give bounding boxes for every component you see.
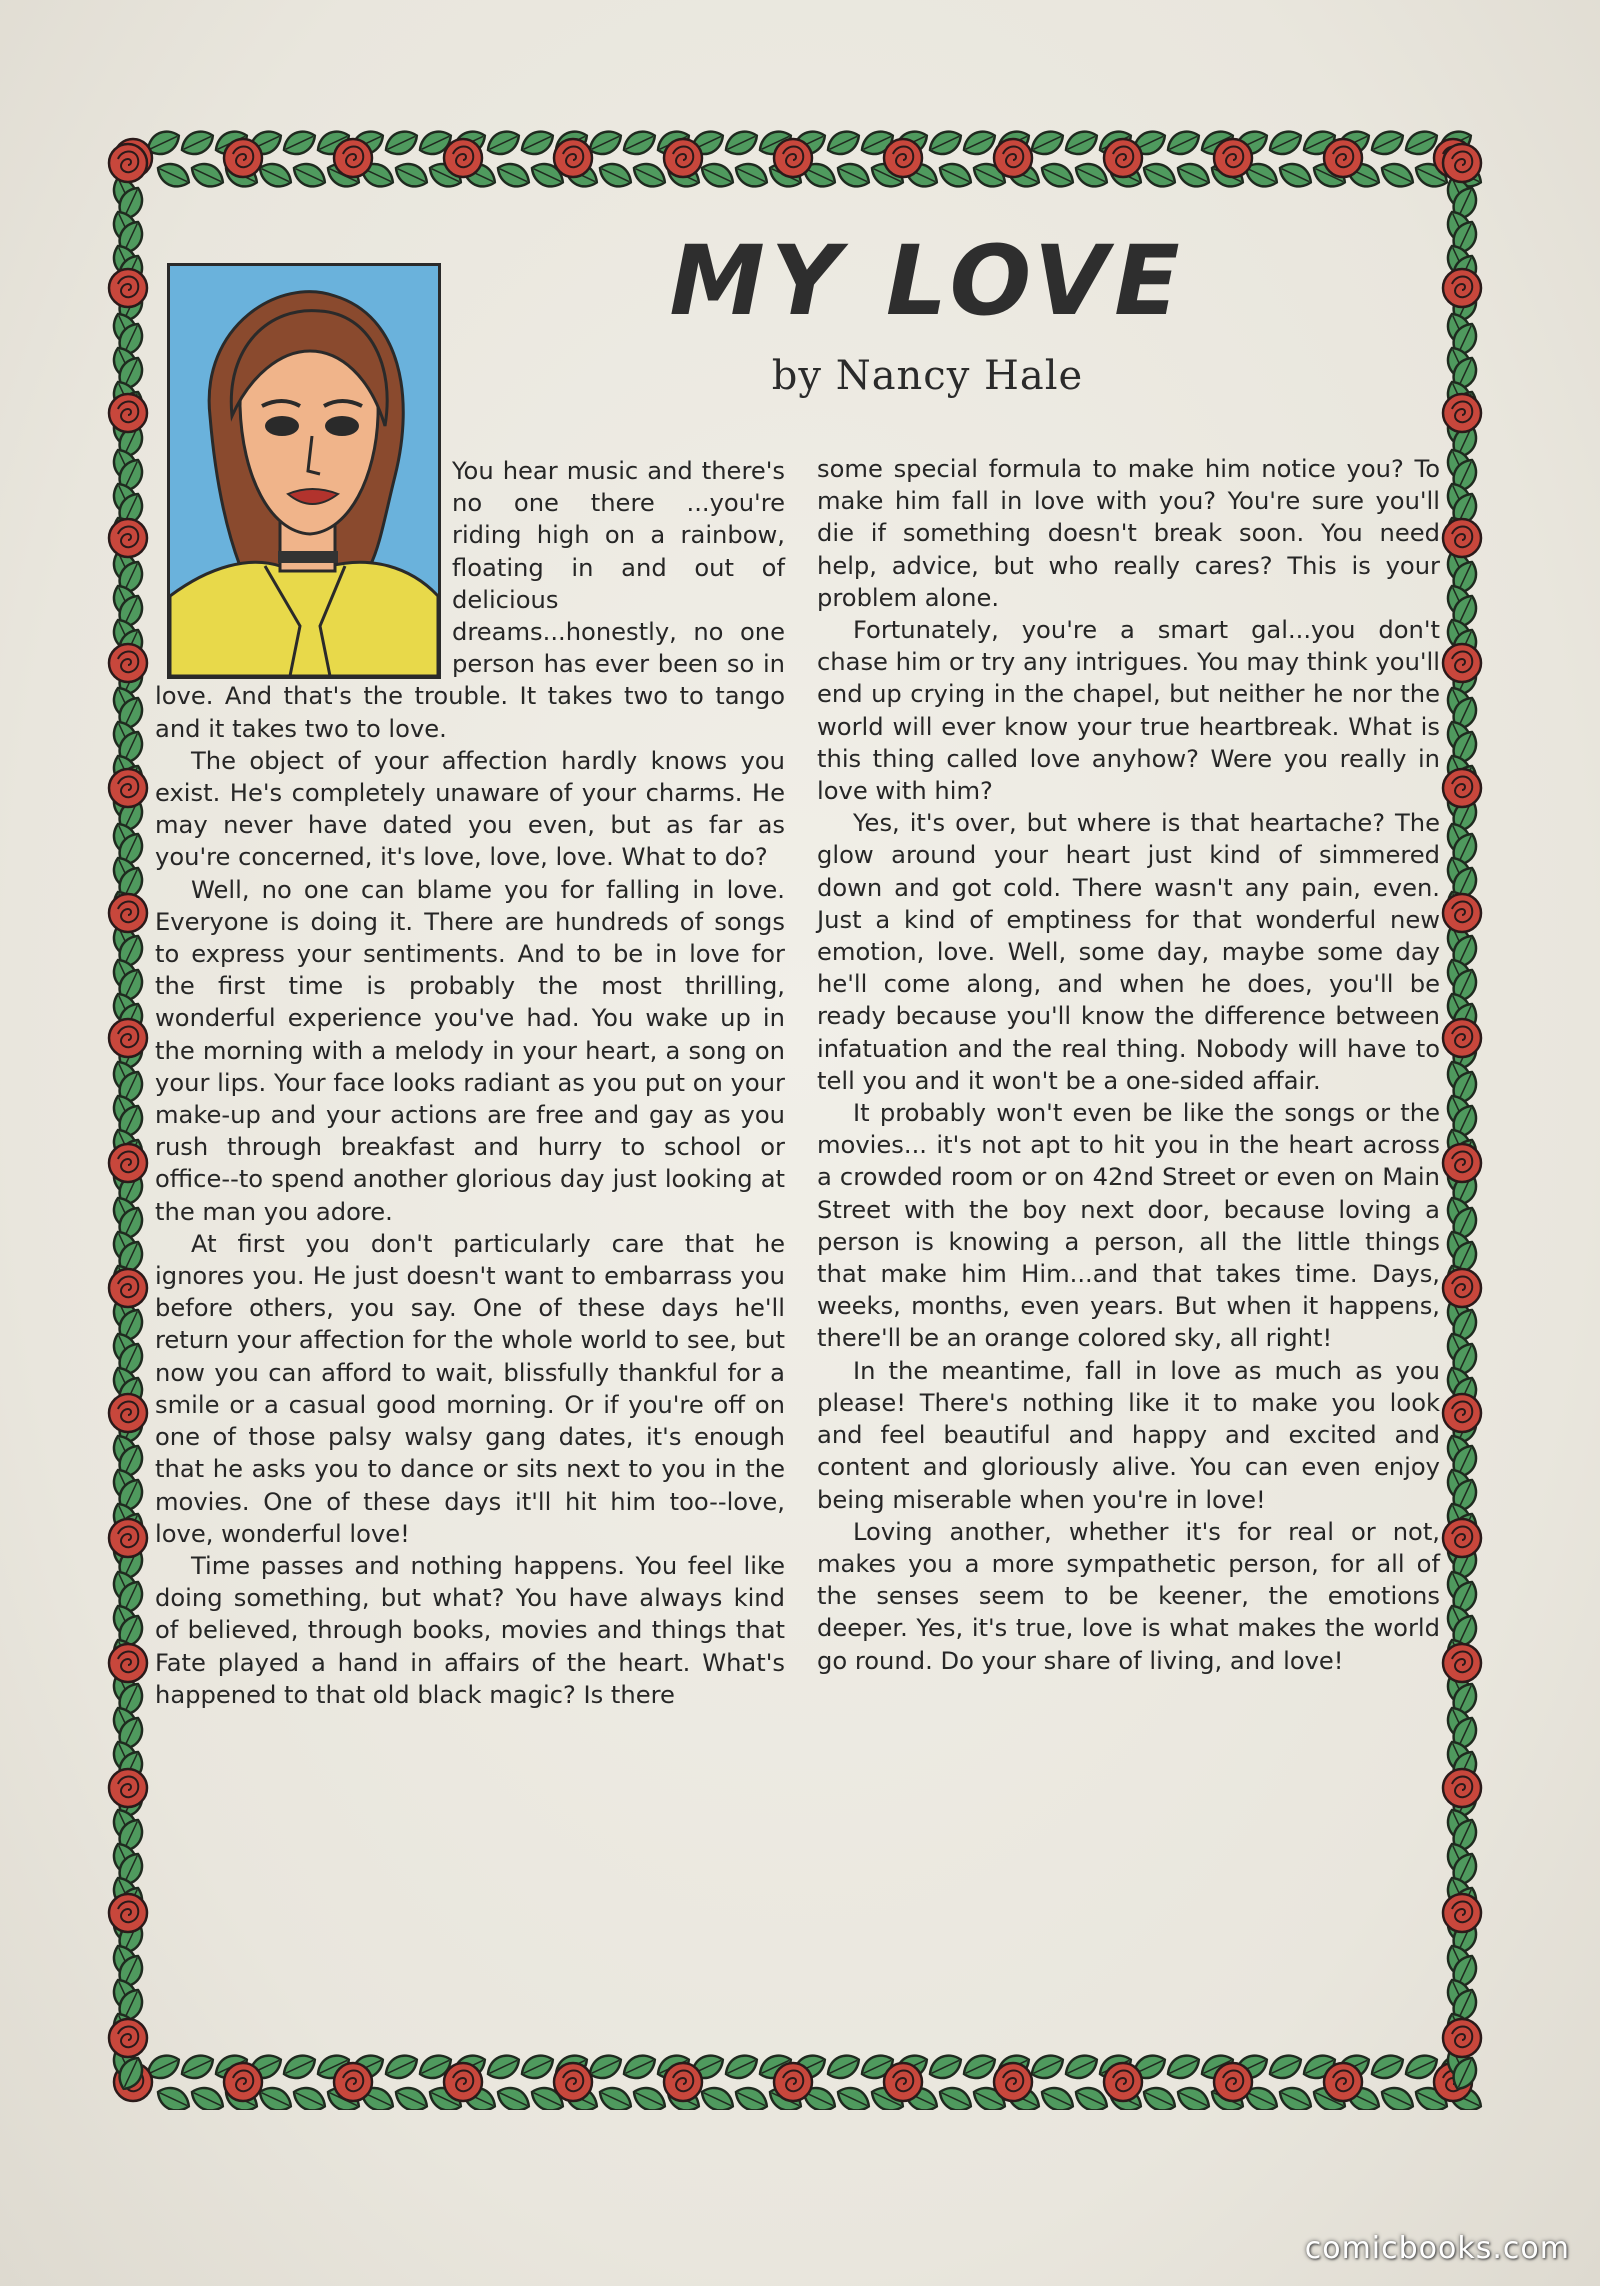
leaf-icon xyxy=(1266,2050,1306,2083)
rose-icon xyxy=(109,1269,147,1307)
leaf-icon xyxy=(1140,158,1180,191)
leaf-icon xyxy=(1140,2082,1180,2110)
leaf-icon xyxy=(824,2050,864,2083)
paragraph: Time passes and nothing happens. You feel like doing something, but what? You have always kind of believed, through books, movies and things that Fate played a hand in affairs of the heart. What's happened to that old black magic? Is there xyxy=(155,1551,785,1709)
paragraph: At first you don't particularly care that he ignores you. He just doesn't want to embarrass you before others, you say. One of these days he'll return your affection for the whole world to see, but now you can afford to wait, blissfully thankful for a smile or a casual good morning. Or if you're off on one of those palsy walsy gang dates, it's enough that he asks you to dance or sits next to you in the movies. One of these days it'll hit him too--love, love, wonderful love! xyxy=(155,1229,785,1548)
watermark: comicbooks.com xyxy=(1304,2231,1570,2266)
leaf-icon xyxy=(1174,2082,1214,2110)
leaf-icon xyxy=(936,2082,976,2110)
leaf-icon xyxy=(732,158,772,191)
rose-icon xyxy=(554,2063,592,2101)
leaf-icon xyxy=(188,2082,228,2110)
leaf-icon xyxy=(494,158,534,191)
rose-icon xyxy=(109,519,147,557)
rose-icon xyxy=(109,394,147,432)
right-column xyxy=(817,453,1440,1677)
leaf-icon xyxy=(1378,2082,1418,2110)
leaf-icon xyxy=(596,2082,636,2110)
rose-icon xyxy=(1104,139,1142,177)
paragraph: Fortunately, you're a smart gal...you don't chase him or try any intrigues. You may think you'll end up crying in the chapel, but neither he nor the world will ever know your true heartbreak. What is this thing called love anyhow? Were you really in love with him? xyxy=(817,616,1440,806)
rose-icon xyxy=(1443,394,1481,432)
paragraph: Well, no one can blame you for falling in love. Everyone is doing it. There are hundreds of songs to express your sentiments. And to be in love for the first time is probably the most thrilling, wonderful experience you've had. You wake up in the morning with a melody in your heart, a song on your lips. Your face looks radiant as you put on your make-up and your actions are free and gay as you rush through breakfast and hurry to school or office--to spend another glorious day just looking at the man you adore. xyxy=(155,875,785,1226)
rose-icon xyxy=(1214,2063,1252,2101)
paragraph: some special formula to make him notice you? To make him fall in love with you? You're sure you'll die if something doesn't break soon. You need help, advice, but who really cares? This is your problem alone. xyxy=(817,455,1440,612)
rose-icon xyxy=(774,2063,812,2101)
leaf-icon xyxy=(382,2050,422,2083)
rose-icon xyxy=(1443,144,1481,182)
rose-icon xyxy=(1214,139,1252,177)
rose-icon xyxy=(444,139,482,177)
rose-icon xyxy=(1104,2063,1142,2101)
leaf-icon xyxy=(834,158,874,191)
leaf-icon xyxy=(392,158,432,191)
rose-icon xyxy=(1443,1894,1481,1932)
leaf-icon xyxy=(154,2082,194,2110)
leaf-icon xyxy=(154,158,194,191)
leaf-icon xyxy=(484,2050,524,2083)
rose-icon xyxy=(109,1894,147,1932)
leaf-icon xyxy=(1038,2082,1078,2110)
rose-icon xyxy=(664,139,702,177)
rose-icon xyxy=(1443,1644,1481,1682)
leaf-icon xyxy=(732,2082,772,2110)
rose-icon xyxy=(109,644,147,682)
rose-icon xyxy=(1443,1269,1481,1307)
leaf-icon xyxy=(596,158,636,191)
leaf-icon xyxy=(1368,130,1408,160)
leaf-icon xyxy=(280,130,320,160)
leaf-icon xyxy=(518,130,558,160)
leaf-icon xyxy=(1174,158,1214,191)
paragraph: It probably won't even be like the songs or the movies... it's not apt to hit you in the heart across a crowded room or on 42nd Street or even on Main Street with the boy next door, because loving a person is knowing a person, all the little things that make him Him...and that takes time. Days, weeks, months, even years. But when it happens, there'll be an orange colored sky, all right! xyxy=(817,1099,1440,1353)
rose-icon xyxy=(334,2063,372,2101)
rose-icon xyxy=(774,139,812,177)
leaf-icon xyxy=(824,130,864,160)
rose-icon xyxy=(334,139,372,177)
rose-icon xyxy=(1443,1019,1481,1057)
left-column xyxy=(155,455,785,1711)
rose-icon xyxy=(444,2063,482,2101)
rose-icon xyxy=(1443,894,1481,932)
leaf-icon xyxy=(1378,158,1418,191)
leaf-icon xyxy=(722,2050,762,2083)
article-title: MY LOVE xyxy=(669,225,1186,337)
paragraph: You hear music and there's no one there ...you're riding high on a rainbow, floating in and out of delicious dreams...honestly, no one person has ever been so in love. And that's the trouble. It takes two to tango and it takes two to love. xyxy=(155,457,785,743)
paragraph: In the meantime, fall in love as much as you please! There's nothing like it to make you look and feel beautiful and happy and excited and content and gloriously alive. You can even enjoy being miserable when you're in love! xyxy=(817,1356,1440,1514)
rose-icon xyxy=(554,139,592,177)
article xyxy=(155,205,1440,1975)
paragraph: Yes, it's over, but where is that heartache? The glow around your heart just kind of simmered down and got cold. There wasn't any pain, even. Just a kind of emptiness for that wonderful new emotion, love. Well, some day, maybe some day he'll come along, and when he does, you'll be ready because you'll know the difference between infatuation and the real thing. Nobody will have to tell you and it won't be a one-sided affair. xyxy=(817,809,1440,1095)
rose-icon xyxy=(884,139,922,177)
rose-icon xyxy=(109,1144,147,1182)
rose-icon xyxy=(109,769,147,807)
leaf-icon xyxy=(178,130,218,160)
rose-icon xyxy=(109,1769,147,1807)
rose-icon xyxy=(109,1519,147,1557)
rose-icon xyxy=(994,2063,1032,2101)
rose-icon xyxy=(109,1019,147,1057)
leaf-icon xyxy=(382,130,422,160)
leaf-icon xyxy=(1164,130,1204,160)
rose-icon xyxy=(109,269,147,307)
leaf-icon xyxy=(936,158,976,191)
leaf-icon xyxy=(1276,2082,1316,2110)
rose-icon xyxy=(664,2063,702,2101)
rose-icon xyxy=(109,144,147,182)
rose-icon xyxy=(1443,519,1481,557)
rose-icon xyxy=(109,1394,147,1432)
rose-icon xyxy=(1443,769,1481,807)
rose-icon xyxy=(109,2019,147,2057)
leaf-icon xyxy=(926,2050,966,2083)
paragraph: Loving another, whether it's for real or not, makes you a more sympathetic person, for all of the senses seem to be keener, the emotions deeper. Yes, it's true, love is what makes the world go round. Do your share of living, and love! xyxy=(817,1517,1440,1675)
leaf-icon xyxy=(698,158,738,191)
leaf-icon xyxy=(484,130,524,160)
leaf-icon xyxy=(392,2082,432,2110)
leaf-icon xyxy=(620,130,660,160)
article-byline: by Nancy Hale xyxy=(771,353,1084,399)
leaf-icon xyxy=(1266,130,1306,160)
leaf-icon xyxy=(698,2082,738,2110)
leaf-icon xyxy=(280,2050,320,2083)
leaf-icon xyxy=(188,158,228,191)
leaf-icon xyxy=(1062,130,1102,160)
rose-icon xyxy=(1443,644,1481,682)
rose-icon xyxy=(1324,139,1362,177)
rose-icon xyxy=(109,1644,147,1682)
leaf-icon xyxy=(1368,2050,1408,2083)
paragraph: The object of your affection hardly knows you exist. He's completely unaware of your charms. He may never have dated you even, but as far as you're concerned, it's love, love, love. What to do? xyxy=(155,746,785,872)
rose-icon xyxy=(884,2063,922,2101)
leaf-icon xyxy=(1164,2050,1204,2083)
rose-icon xyxy=(1443,1144,1481,1182)
rose-icon xyxy=(1443,2019,1481,2057)
leaf-icon xyxy=(178,2050,218,2083)
rose-icon xyxy=(1443,269,1481,307)
leaf-icon xyxy=(1038,158,1078,191)
rose-icon xyxy=(1443,1394,1481,1432)
leaf-icon xyxy=(1028,130,1068,160)
leaf-icon xyxy=(290,2082,330,2110)
leaf-icon xyxy=(1028,2050,1068,2083)
leaf-icon xyxy=(630,158,670,191)
leaf-icon xyxy=(290,158,330,191)
leaf-icon xyxy=(518,2050,558,2083)
leaf-icon xyxy=(1276,158,1316,191)
leaf-icon xyxy=(926,130,966,160)
rose-icon xyxy=(1443,1519,1481,1557)
leaf-icon xyxy=(722,130,762,160)
leaf-icon xyxy=(620,2050,660,2083)
portrait-wrap-space xyxy=(155,455,452,675)
rose-icon xyxy=(109,894,147,932)
rose-icon xyxy=(994,139,1032,177)
leaf-icon xyxy=(1062,2050,1102,2083)
rose-icon xyxy=(224,139,262,177)
rose-icon xyxy=(224,2063,262,2101)
leaf-icon xyxy=(494,2082,534,2110)
rose-icon xyxy=(1324,2063,1362,2101)
rose-icon xyxy=(1443,1769,1481,1807)
leaf-icon xyxy=(834,2082,874,2110)
